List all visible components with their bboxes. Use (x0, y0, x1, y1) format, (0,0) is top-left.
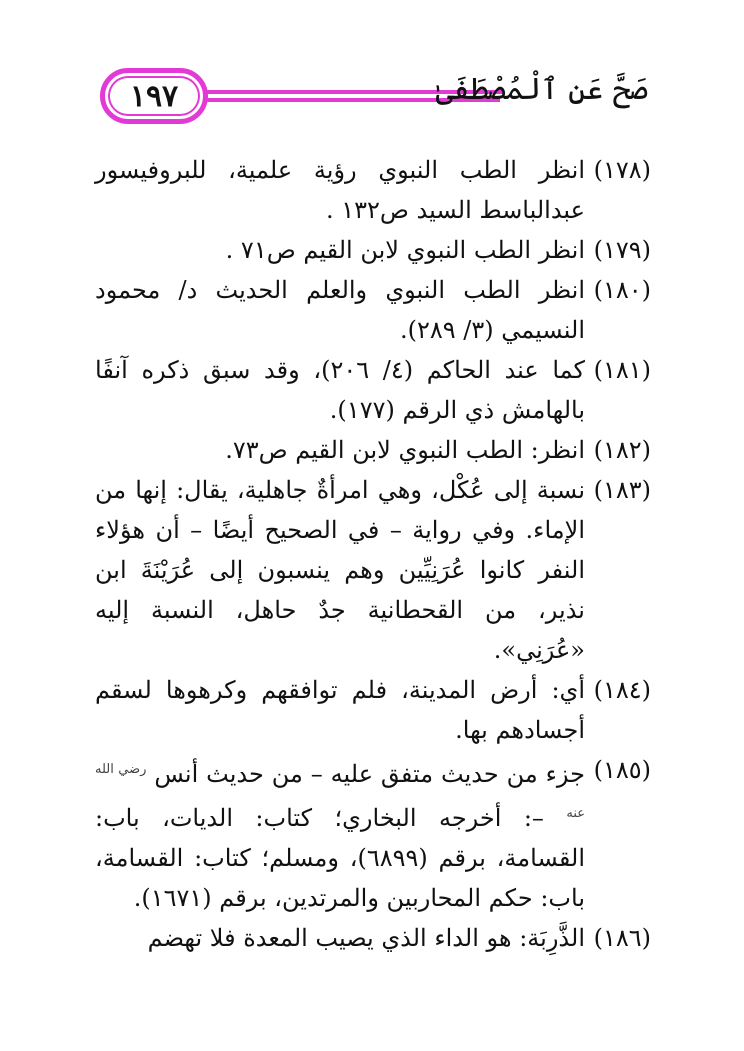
footnote (95, 270, 651, 350)
page-number-badge (100, 68, 208, 124)
footnote (95, 750, 651, 918)
footnotes-list (95, 150, 651, 958)
footnote (95, 430, 651, 470)
footnote-number: (١٨٤) (593, 676, 651, 704)
footnote-number: (١٨٢) (593, 436, 651, 464)
footnote-text: أي: أرض المدينة، فلم توافقهم وكرهوها لسقم أجسادهم بها. (95, 676, 585, 744)
footnote-text: انظر: الطب النبوي لابن القيم ص٧٣. (225, 436, 585, 464)
honorific-glyph: رضي الله عنه (95, 762, 585, 821)
footnote (95, 670, 651, 750)
footnote-text: كما عند الحاكم (٤/ ٢٠٦)، وقد سبق ذكره آنفًا بالهامش ذي الرقم (١٧٧). (95, 356, 585, 424)
footnote-text: الذَّرِبَة: هو الداء الذي يصيب المعدة فلا تهضم (147, 924, 585, 952)
footnote-number: (١٨١) (593, 356, 651, 384)
footnote (95, 350, 651, 430)
footnote (95, 230, 651, 270)
footnote-text: نسبة إلى عُكْل، وهي امرأةٌ جاهلية، يقال: إنها من الإماء. وفي رواية – في الصحيح أيضًا – أن هؤلاء النفر كانوا عُرَنِيِّين وهم ينسبون إلى عُرَيْنَةَ ابن نذير، من القحطانية جدٌ حاهل، النسبة إليه «عُرَنِي». (95, 476, 585, 664)
running-title: صَحَّ عَنِ ٱلْمُصْطَفَىٰ (435, 72, 648, 107)
footnote-text: انظر الطب النبوي لابن القيم ص٧١ . (225, 236, 585, 264)
footnote-text-part: جزء من حديث متفق عليه – من حديث أنس (154, 760, 586, 788)
footnote-text (95, 750, 585, 918)
footnote-text: انظر الطب النبوي والعلم الحديث د/ محمود النسيمي (٣/ ٢٨٩). (95, 276, 585, 344)
page-header (100, 62, 660, 137)
footnote-number: (١٧٨) (593, 156, 651, 184)
footnote-number: (١٨٥) (593, 756, 651, 784)
page-number: ١٩٧ (129, 78, 179, 114)
footnote-number: (١٨٦) (593, 924, 651, 952)
footnote-number: (١٨٠) (593, 276, 651, 304)
footnote (95, 918, 651, 958)
footnote (95, 150, 651, 230)
footnote-text: انظر الطب النبوي رؤية علمية، للبروفيسور عبدالباسط السيد ص١٣٢ . (95, 156, 585, 224)
footnote-number: (١٧٩) (593, 236, 651, 264)
footnote-number: (١٨٣) (593, 476, 651, 504)
footnote-text-part: –: أخرجه البخاري؛ كتاب: الديات، باب: القسامة، برقم (٦٨٩٩)، ومسلم؛ كتاب: القسامة، باب: حكم المحاربين والمرتدين، برقم (١٦٧١). (95, 804, 585, 912)
footnote (95, 470, 651, 670)
